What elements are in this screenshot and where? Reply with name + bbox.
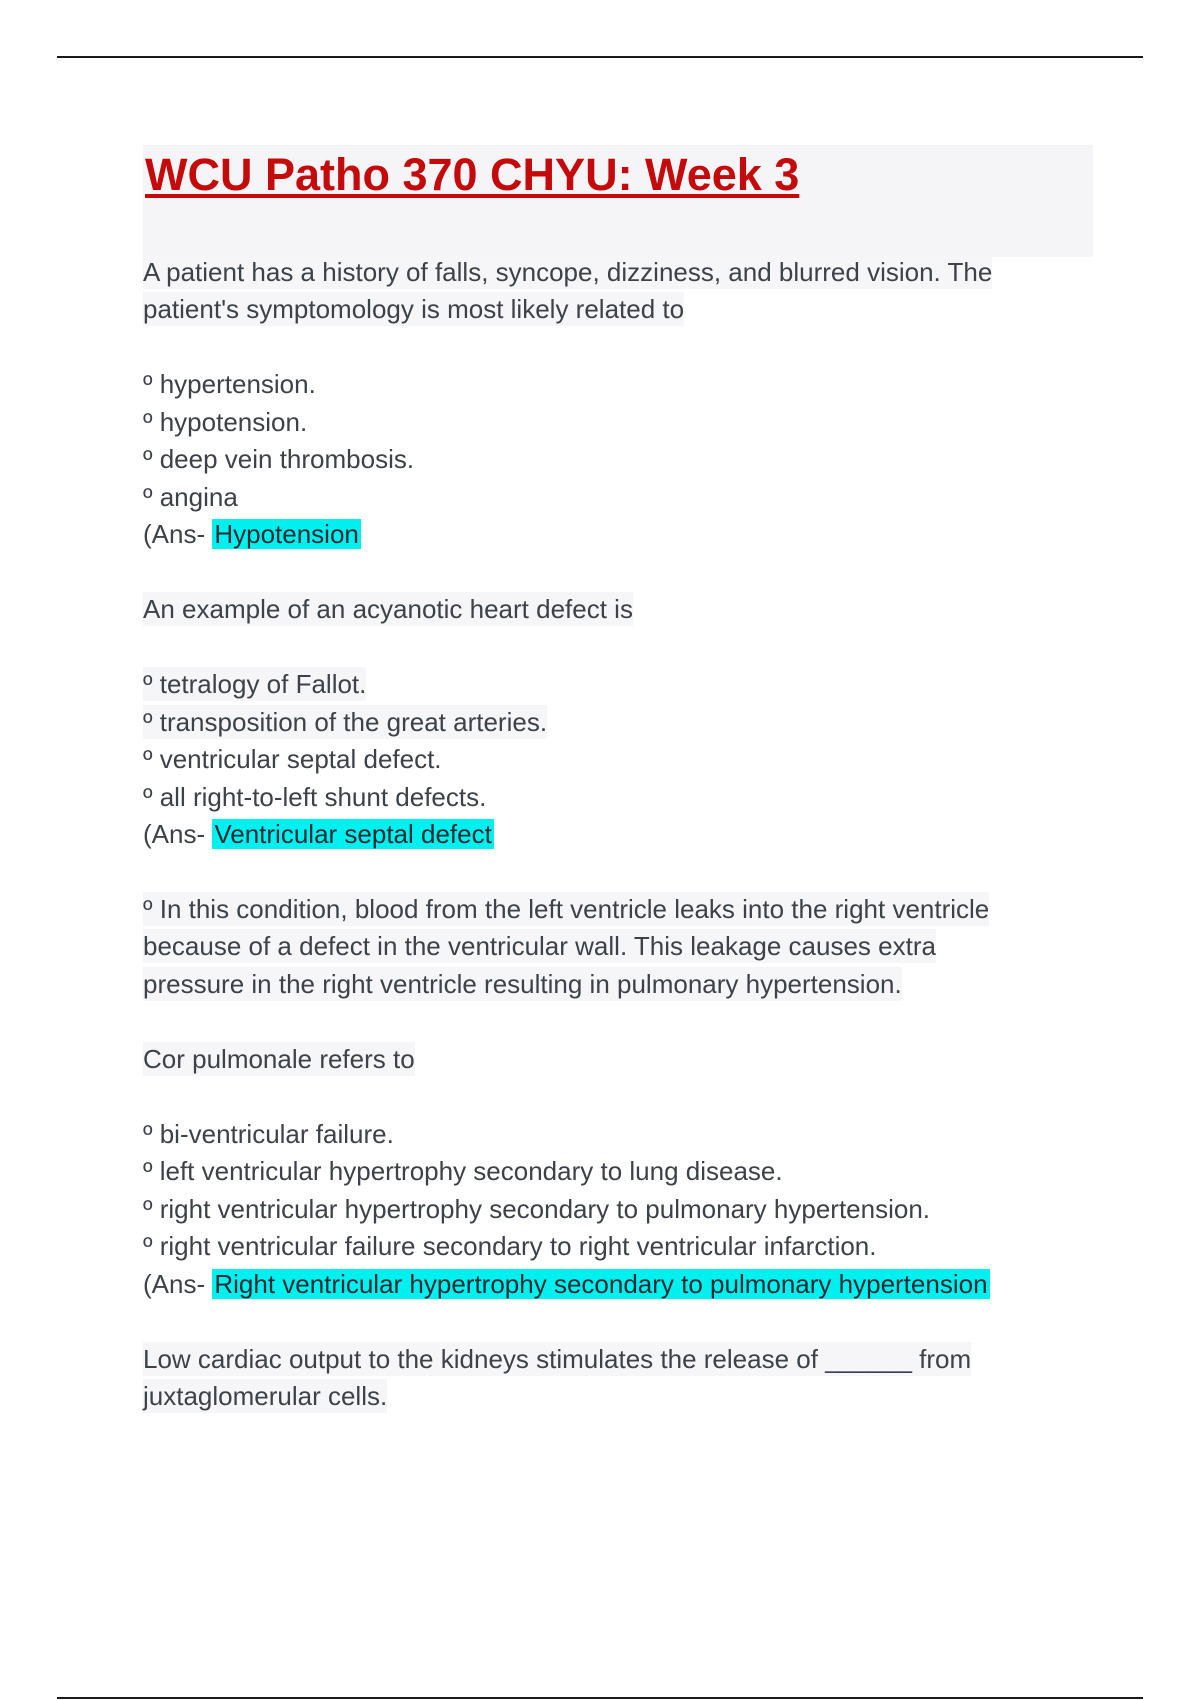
answer-prefix: (Ans- — [143, 819, 213, 849]
question-3-option-4: º right ventricular failure secondary to right ventricular infarction. — [143, 1231, 877, 1261]
question-2-answer-line — [143, 817, 494, 851]
question-2-option-2: º transposition of the great arteries. — [143, 707, 548, 737]
question-3-option-2: º left ventricular hypertrophy secondary to lung disease. — [143, 1156, 783, 1186]
question-1-answer-line — [143, 517, 361, 551]
question-3-answer-line — [143, 1267, 990, 1301]
question-3-stem-line-1: Cor pulmonale refers to — [143, 1044, 415, 1074]
question-2-stem-line-1: An example of an acyanotic heart defect is — [143, 594, 633, 624]
page-title: WCU Patho 370 CHYU: Week 3 — [145, 149, 800, 200]
highlighted-answer: Hypotension — [214, 519, 359, 549]
question-1-option-1: º hypertension. — [143, 369, 316, 399]
question-1-option-3: º deep vein thrombosis. — [143, 444, 415, 474]
question-2-option-3: º ventricular septal defect. — [143, 744, 442, 774]
question-1-stem-line-2: patient's symptomology is most likely related to — [143, 294, 685, 324]
question-3-option-3: º right ventricular hypertrophy secondary to pulmonary hypertension. — [143, 1194, 931, 1224]
highlighted-answer: Right ventricular hypertrophy secondary to pulmonary hypertension — [214, 1269, 988, 1299]
top-rule — [57, 56, 1143, 58]
question-2-option-4: º all right-to-left shunt defects. — [143, 782, 487, 812]
question-2-explanation-line-2: because of a defect in the ventricular wall. This leakage causes extra — [143, 931, 936, 961]
question-3-option-1: º bi-ventricular failure. — [143, 1119, 394, 1149]
question-4-stem-line-2: juxtaglomerular cells. — [143, 1381, 388, 1411]
question-1-option-4: º angina — [143, 482, 238, 512]
bottom-rule — [57, 1697, 1143, 1699]
answer-prefix: (Ans- — [143, 1269, 213, 1299]
question-2-explanation-line-1: º In this condition, blood from the left ventricle leaks into the right ventricle — [143, 894, 990, 924]
question-1-stem-line-1: A patient has a history of falls, syncope, dizziness, and blurred vision. The — [143, 257, 993, 287]
question-2-explanation-line-3: pressure in the right ventricle resulting in pulmonary hypertension. — [143, 969, 902, 999]
question-2-option-1: º tetralogy of Fallot. — [143, 669, 367, 699]
answer-prefix: (Ans- — [143, 519, 213, 549]
highlighted-answer: Ventricular septal defect — [214, 819, 492, 849]
question-1-option-2: º hypotension. — [143, 407, 308, 437]
question-4-stem-line-1: Low cardiac output to the kidneys stimulates the release of ______ from — [143, 1344, 972, 1374]
